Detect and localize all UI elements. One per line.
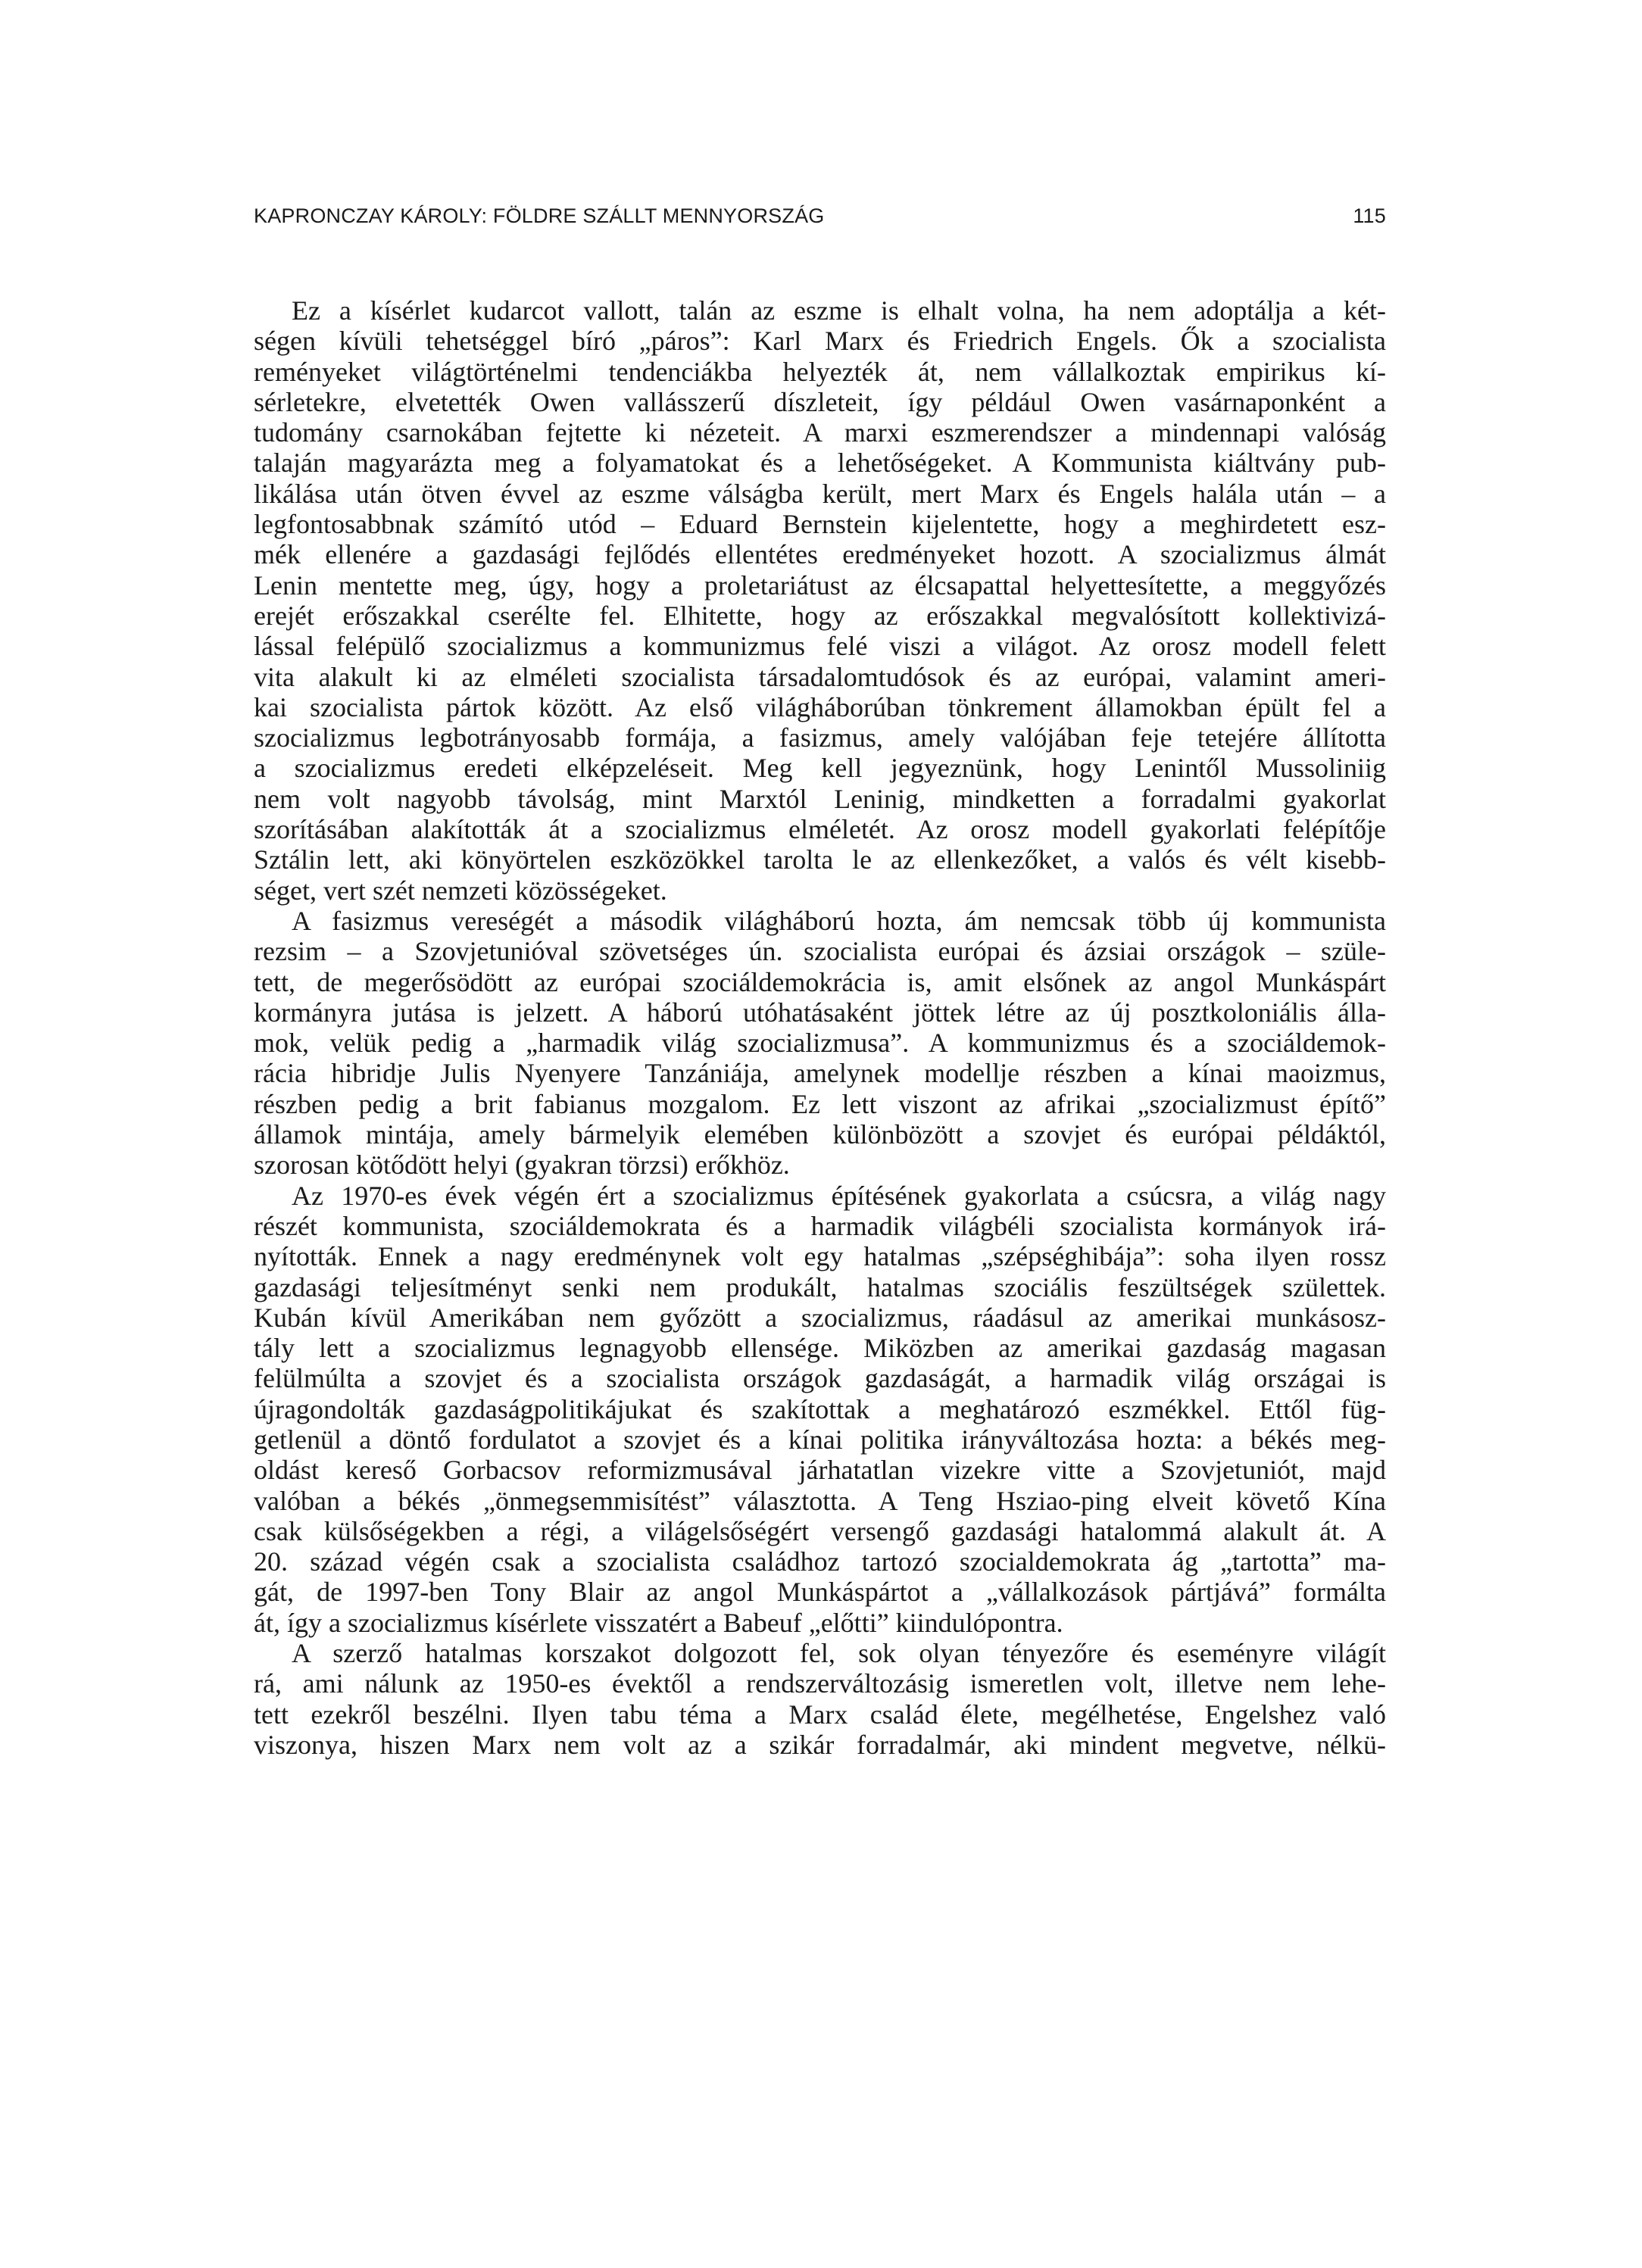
text-line: szocializmus legbotrányosabb formája, a fasizmus, amely valójában feje tetejére állította (254, 722, 1386, 753)
paragraph (254, 906, 1386, 1181)
text-line: getlenül a döntő fordulatot a szovjet és a kínai politika irányváltozása hozta: a békés meg- (254, 1424, 1386, 1455)
text-line: szorításában alakították át a szocializmus elméletét. Az orosz modell gyakorlati felépítője (254, 814, 1386, 845)
text-line: talaján magyarázta meg a folyamatokat és a lehetőségeket. A Kommunista kiáltvány pub- (254, 448, 1386, 479)
text-line: nyították. Ennek a nagy eredménynek volt egy hatalmas „szépséghibája”: soha ilyen rossz (254, 1241, 1386, 1272)
text-line: viszonya, hiszen Marx nem volt az a szikár forradalmár, aki mindent megvetve, nélkü- (254, 1729, 1386, 1760)
text-line: csak külsőségekben a régi, a világelsőségért versengő gazdasági hatalommá alakult át. A (254, 1515, 1386, 1546)
text-line: gát, de 1997-ben Tony Blair az angol Munkáspártot a „vállalkozások pártjává” formálta (254, 1577, 1386, 1608)
text-line: kormányra jutása is jelzett. A háború utóhatásaként jöttek létre az új posztkoloniális álla- (254, 997, 1386, 1028)
text-line: Az 1970-es évek végén ért a szocializmus építésének gyakorlata a csúcsra, a világ nagy (292, 1180, 1386, 1211)
text-line: Ez a kísérlet kudarcot vallott, talán az eszme is elhalt volna, ha nem adoptálja a két- (292, 295, 1386, 326)
text-line: vita alakult ki az elméleti szocialista társadalomtudósok és az európai, valamint ameri- (254, 661, 1386, 692)
text-line: tett ezekről beszélni. Ilyen tabu téma a Marx család élete, megélhetése, Engelshez való (254, 1699, 1386, 1730)
text-line: kai szocialista pártok között. Az első világháborúban tönkrement államokban épült fel a (254, 691, 1386, 722)
text-line: reményeket világtörténelmi tendenciákba helyezték át, nem vállalkoztak empirikus kí- (254, 356, 1386, 387)
text-line: a szocializmus eredeti elképzeléseit. Meg kell jegyeznünk, hogy Lenintől Mussoliniig (254, 753, 1386, 784)
text-line: gazdasági teljesítményt senki nem produkált, hatalmas szociális feszültségek születtek. (254, 1271, 1386, 1302)
text-line: felülmúlta a szovjet és a szocialista országok gazdaságát, a harmadik világ országai is (254, 1363, 1386, 1394)
text-line: részben pedig a brit fabianus mozgalom. Ez lett viszont az afrikai „szocializmust építő” (254, 1088, 1386, 1119)
text-line: tudomány csarnokában fejtette ki nézeteit. A marxi eszmerendszer a mindennapi valóság (254, 417, 1386, 448)
text-line: rezsim – a Szovjetunióval szövetséges ún. szocialista európai és ázsiai országok – szüle- (254, 936, 1386, 967)
paragraph (254, 1638, 1386, 1760)
page-header (254, 204, 1386, 235)
text-line: nem volt nagyobb távolság, mint Marxtól Leninig, mindketten a forradalmi gyakorlat (254, 783, 1386, 814)
paragraph (254, 295, 1386, 906)
text-line: A szerző hatalmas korszakot dolgozott fel, sok olyan tényezőre és eseményre világít (292, 1638, 1386, 1669)
text-line: lással felépülő szocializmus a kommunizmus felé viszi a világot. Az orosz modell felett (254, 631, 1386, 662)
text-line: Kubán kívül Amerikában nem győzött a szocializmus, ráadásul az amerikai munkásosz- (254, 1302, 1386, 1333)
text-line: erejét erőszakkal cserélte fel. Elhitette, hogy az erőszakkal megvalósított kollektivizá- (254, 600, 1386, 631)
text-line: mok, velük pedig a „harmadik világ szocializmusa”. A kommunizmus és a szociáldemok- (254, 1028, 1386, 1059)
text-line: oldást kereső Gorbacsov reformizmusával járhatatlan vizekre vitte a Szovjetuniót, majd (254, 1455, 1386, 1486)
text-line: tett, de megerősödött az európai szociáldemokrácia is, amit elsőnek az angol Munkáspárt (254, 966, 1386, 997)
text-line: Sztálin lett, aki könyörtelen eszközökkel tarolta le az ellenkezőket, a valós és vélt kisebb- (254, 844, 1386, 875)
text-line: valóban a békés „önmegsemmisítést” választotta. A Teng Hsziao-ping elveit követő Kína (254, 1485, 1386, 1516)
text-line: legfontosabbnak számító utód – Eduard Bernstein kijelentette, hogy a meghirdetett esz- (254, 509, 1386, 540)
text-line: Lenin mentette meg, úgy, hogy a proletariátust az élcsapattal helyettesítette, a meggyőzés (254, 569, 1386, 601)
body-text (254, 295, 1386, 1760)
text-line: részét kommunista, szociáldemokrata és a harmadik világbéli szocialista kormányok irá- (254, 1210, 1386, 1241)
running-title: KAPRONCZAY KÁROLY: FÖLDRE SZÁLLT MENNYORSZÁG (254, 204, 825, 227)
text-line: A fasizmus vereségét a második világháború hozta, ám nemcsak több új kommunista (292, 905, 1386, 936)
page-number: 115 (1353, 204, 1386, 227)
text-line: tály lett a szocializmus legnagyobb ellensége. Miközben az amerikai gazdaság magasan (254, 1333, 1386, 1364)
text-line: sérletekre, elvetették Owen vallásszerű díszleteit, így például Owen vasárnaponként a (254, 386, 1386, 417)
text-line: 20. század végén csak a szocialista családhoz tartozó szocialdemokrata ág „tartotta” ma- (254, 1546, 1386, 1577)
paragraph (254, 1181, 1386, 1638)
text-line: mék ellenére a gazdasági fejlődés ellentétes eredményeket hozott. A szocializmus álmát (254, 539, 1386, 570)
text-line: rá, ami nálunk az 1950-es évektől a rendszerváltozásig ismeretlen volt, illetve nem lehe- (254, 1668, 1386, 1699)
text-line: szorosan kötődött helyi (gyakran törzsi) erőkhöz. (254, 1150, 790, 1181)
text-line: át, így a szocializmus kísérlete visszatért a Babeuf „előtti” kiindulópontra. (254, 1607, 1063, 1638)
text-line: újragondolták gazdaságpolitikájukat és szakítottak a meghatározó eszmékkel. Ettől füg- (254, 1393, 1386, 1424)
text-line: ségen kívüli tehetséggel bíró „páros”: Karl Marx és Friedrich Engels. Ők a szocialista (254, 326, 1386, 357)
text-line: rácia hibridje Julis Nyenyere Tanzániája, amelynek modellje részben a kínai maoizmus, (254, 1058, 1386, 1089)
text-line: séget, vert szét nemzeti közösségeket. (254, 875, 667, 906)
text-line: államok mintája, amely bármelyik elemében különbözött a szovjet és európai példáktól, (254, 1119, 1386, 1150)
text-line: likálása után ötven évvel az eszme válságba került, mert Marx és Engels halála után – a (254, 478, 1386, 509)
